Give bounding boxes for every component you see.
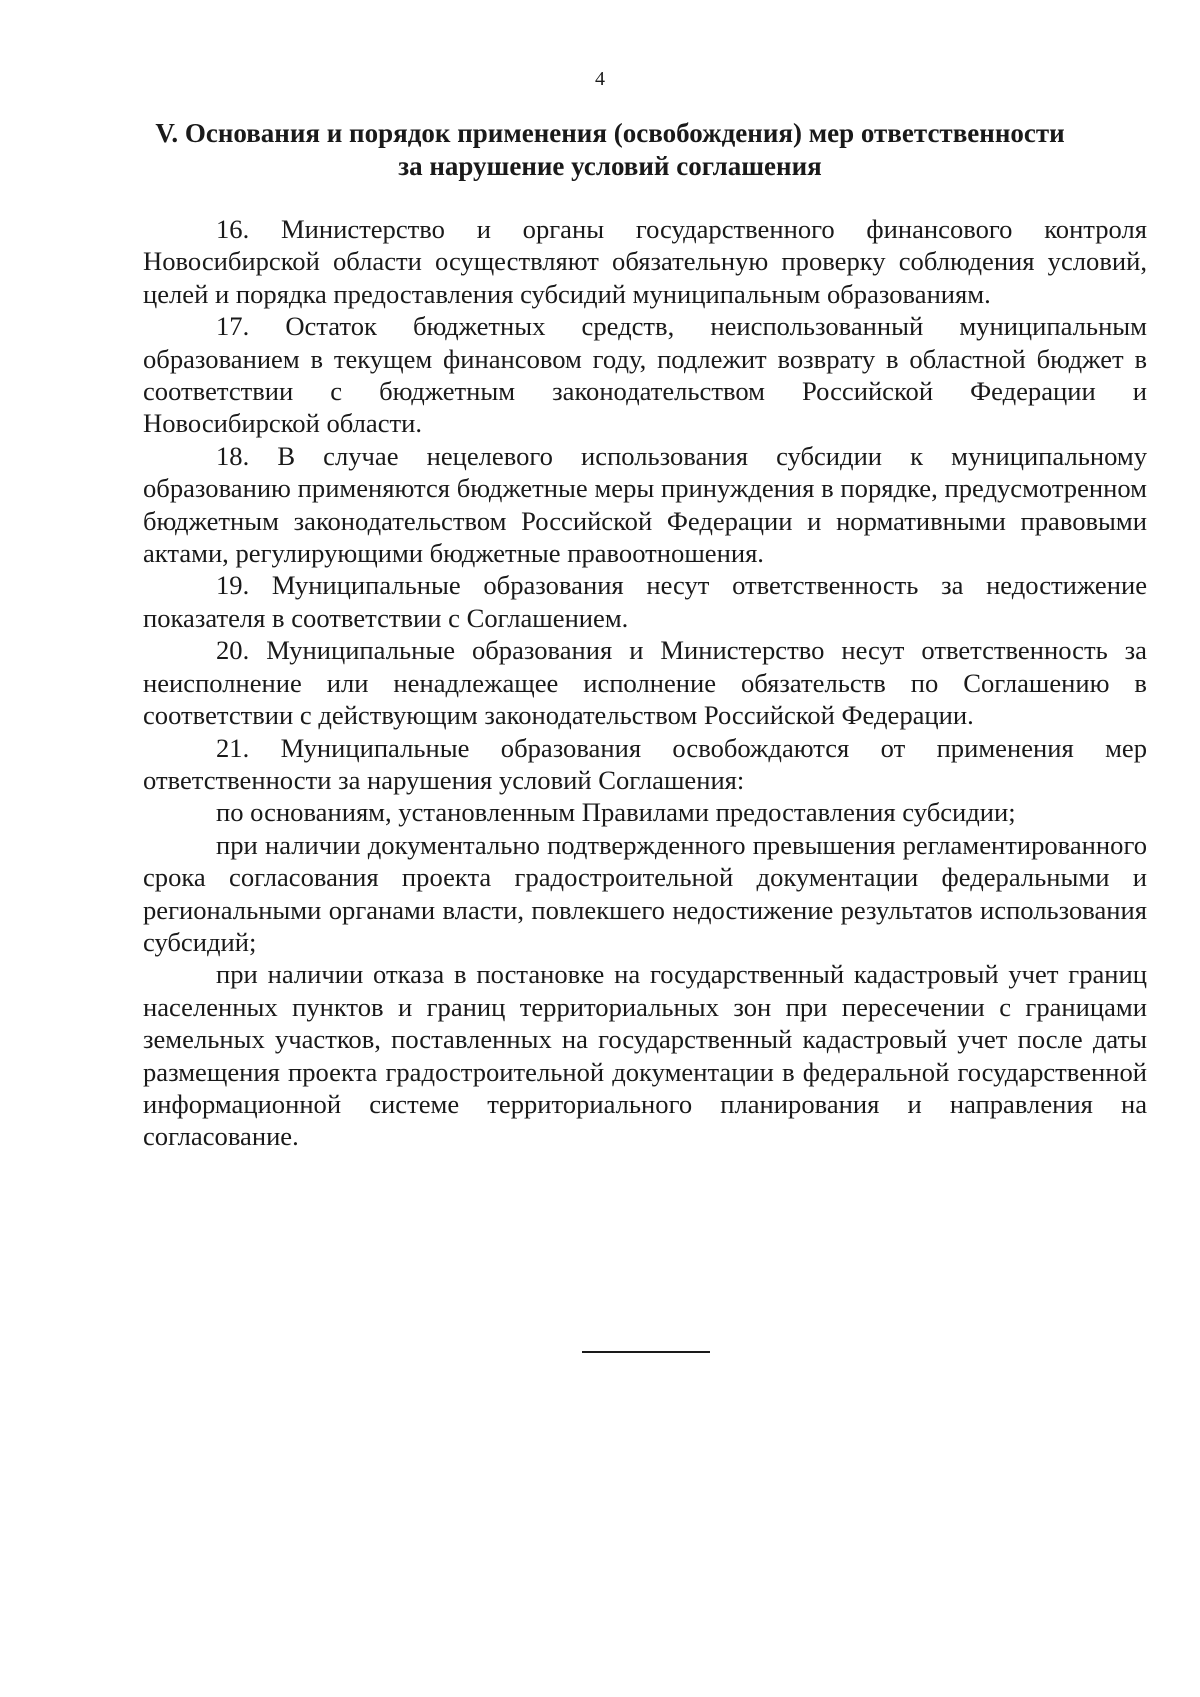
section-body [143, 213, 1147, 1153]
paragraph-16: 16. Министерство и органы государственного финансового контроля Новосибирской области осуществляют обязательную проверку соблюдения условий, целей и порядка предоставления субсидий муниципальным образованиям. [143, 214, 1147, 309]
end-of-document-rule [582, 1351, 710, 1353]
section-title-line-2: за нарушение условий соглашения [398, 151, 822, 181]
paragraph-20: 20. Муниципальные образования и Министерство несут ответственность за неисполнение или ненадлежащее исполнение обязательств по Соглашению в соответствии с действующим законодательством Российской Федерации. [143, 635, 1147, 731]
section-title [140, 117, 1080, 183]
paragraph-21-item-1: по основаниям, установленным Правилами предоставления субсидии; [216, 797, 1016, 828]
paragraph-17: 17. Остаток бюджетных средств, неиспользованный муниципальным образованием в текущем финансовом году, подлежит возврату в областной бюджет в соответствии с бюджетным законодательством Российской Федерации и Новосибирской области. [143, 311, 1147, 439]
paragraph-18: 18. В случае нецелевого использования субсидии к муниципальному образованию применяются бюджетные меры принуждения в порядке, предусмотренном бюджетным законодательством Российской Федерации и нормативными правовыми актами, регулирующими бюджетные правоотношения. [143, 440, 1147, 569]
paragraph-21-item-3: при наличии отказа в постановке на государственный кадастровый учет границ населенных пунктов и границ территориальных зон при пересечении с границами земельных участков, поставленных на государственный кадастровый учет после даты размещения проекта градостроительной документации в федеральной государственной информационной системе территориального планирования и направления на согласование. [143, 959, 1147, 1152]
paragraph-21: 21. Муниципальные образования освобождаются от применения мер ответственности за нарушения условий Соглашения: [143, 732, 1147, 795]
paragraph-19: 19. Муниципальные образования несут ответственность за недостижение показателя в соответствии с Соглашением. [143, 570, 1147, 633]
paragraph-21-item-2: при наличии документально подтвержденного превышения регламентированного срока согласования проекта градостроительной документации федеральными и региональными органами власти, повлекшего недостижение результатов использования субсидий; [143, 829, 1147, 957]
page-number: 4 [595, 68, 605, 90]
section-title-line-1: V. Основания и порядок применения (освобождения) мер ответственности [155, 118, 1065, 148]
